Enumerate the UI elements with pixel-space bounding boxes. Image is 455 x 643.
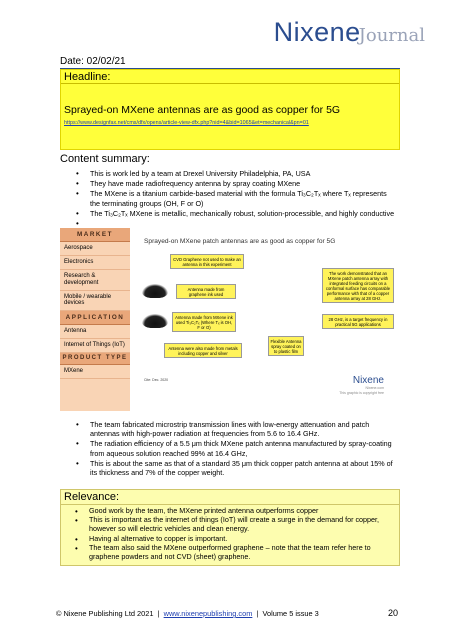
note-work-demonstrated: The work demonstrated that an MXene patch antenna array with integrated feeding circuits on a conformal surface has comparable performance with that of a copper antenna array at 28 GHz. (322, 268, 394, 303)
note-metals: Antenna were also made from metals including copper and silver (164, 343, 242, 358)
footer-issue: Volume 5 issue 3 (262, 609, 319, 618)
headline-title: Sprayed-on MXene antennas are as good as copper for 5G (64, 104, 341, 116)
application-heading: APPLICATION (60, 311, 130, 325)
relevance-bullet: • Having al alternative to copper is important. (75, 535, 399, 544)
logo-brand: Nixene (273, 17, 361, 47)
figure-sidebar (60, 228, 130, 411)
date-line: Date: 02/02/21 (60, 56, 400, 69)
mxene-powder-image (142, 314, 168, 328)
relevance-box (60, 489, 400, 566)
relevance-label: Relevance: (61, 490, 399, 505)
market-item: Electronics (60, 256, 130, 270)
headline-label: Headline: (61, 70, 399, 84)
mini-logo-line2: This graphic is copyright free (339, 390, 384, 395)
page-footer (56, 609, 406, 618)
summary-bullet: • The MXene is a titanium carbide-based material with the formula Ti₃C₂Tₓ where Tₓ represents the terminating groups (OH, F or O) (76, 189, 396, 207)
content-summary-title: Content summary: (60, 153, 150, 165)
market-heading: MARKET (60, 228, 130, 242)
relevance-bullet: • This is important as the internet of things (IoT) will create a surge in the demand for copper, however so will electric vehicles and clean energy. (75, 516, 399, 534)
relevance-bullet: • The team also said the MXene outperformed graphene – note that the team refer here to graphene powders and not CVD (sheet) graphene. (75, 544, 399, 562)
nixene-journal-logo (274, 19, 425, 46)
figure-footnote-text: Cite: Dec. 2020 (144, 378, 169, 382)
mini-logo-line1: Nixene.com (365, 386, 384, 390)
summary-bullet: • The Ti₃C₂Tₓ MXene is metallic, mechanically robust, solution-processible, and highly conductive (76, 209, 396, 218)
market-item: Research & development (60, 270, 130, 291)
finding-bullet: • The team fabricated microstrip transmission lines with low-energy attenuation and patch antennas with high-power radiation at frequencies from 5.6 to 16.4 GHz. (76, 420, 396, 438)
summary-figure (60, 228, 400, 411)
figure-main (140, 228, 400, 411)
product-type-heading: PRODUCT TYPE (60, 353, 130, 365)
application-item: Antenna (60, 325, 130, 339)
note-mxene-ink: Antenna made from MXene ink used Ti₃C₂Tₓ (Where Tₓ is OH, F or O) (172, 312, 236, 332)
market-item: Aerospace (60, 242, 130, 256)
footer-separator: | (256, 609, 259, 618)
page-number: 20 (388, 608, 399, 618)
summary-bullet: • This is work led by a team at Drexel University Philadelphia, PA, USA (76, 169, 396, 178)
summary-bullet: • They have made radiofrequency antenna by spray coating MXene (76, 179, 396, 188)
logo-suffix: Journal (358, 25, 425, 46)
figure-title: Sprayed-on MXene patch antennas are as good as copper for 5G (144, 238, 336, 245)
finding-bullet: • The radiation efficiency of a 5.5 μm thick MXene patch antenna manufactured by spray-coating from aqueous solution reached 99% at 16.4 GHz, (76, 439, 396, 457)
footer-website-link[interactable]: www.nixenepublishing.com (163, 609, 253, 618)
footer-copyright: © Nixene Publishing Ltd 2021 (56, 609, 154, 618)
market-item: Mobile / wearable devices (60, 291, 130, 312)
application-item: Internet of Things (IoT) (60, 339, 130, 353)
headline-box (60, 69, 400, 150)
headline-source-link[interactable]: https://www.designfax.net/cms/dfx/opens/article-view-dfx.php?nid=4&bid=1065&et=mechanical&pn=01 (64, 120, 309, 126)
relevance-list (61, 505, 399, 562)
note-graphene-ink: Antenna made from graphene ink used (176, 284, 236, 299)
content-summary-list (76, 169, 396, 219)
figure-mini-logo (339, 376, 384, 395)
graphene-powder-image (142, 284, 168, 298)
mini-logo-brand: Nixene (352, 375, 384, 386)
relevance-bullet: • Good work by the team, the MXene printed antenna outperforms copper (75, 507, 399, 516)
findings-list (76, 420, 396, 478)
note-28ghz: 28 GHz, is a target frequency in practical 5G applications (322, 314, 394, 329)
note-cvd-graphene: CVD Graphene not used to make an antenna in this experiment (170, 254, 244, 269)
footer-separator: | (157, 609, 160, 618)
finding-bullet: • This is about the same as that of a standard 35 μm thick copper patch antenna at about 15% of its thickness and 7% of the copper weight. (76, 459, 396, 477)
product-type-item: MXene (60, 365, 130, 379)
figure-footnote (144, 378, 319, 383)
note-flexible-antenna: Flexible Antenna spray coated on to plastic film (268, 336, 304, 356)
